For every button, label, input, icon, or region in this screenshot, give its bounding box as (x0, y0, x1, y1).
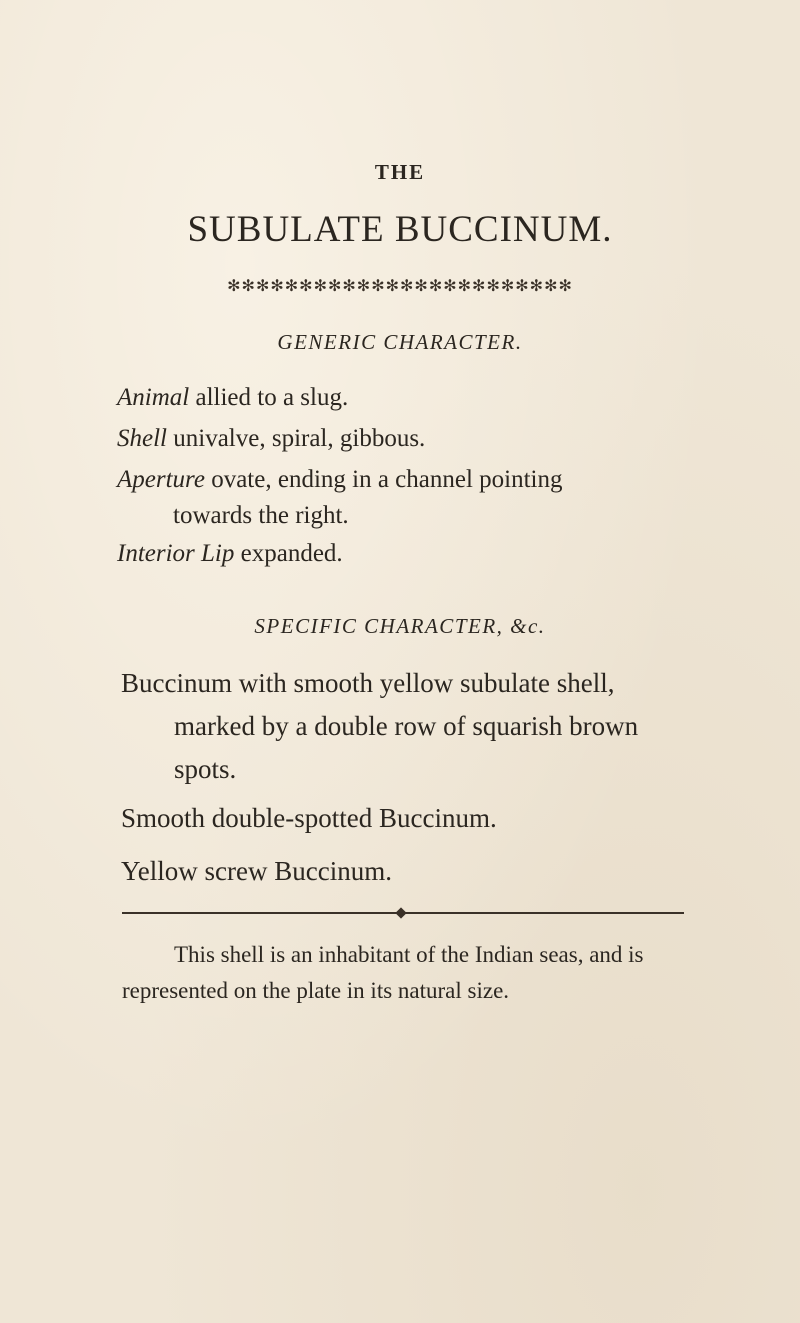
definition-term: Animal (117, 384, 190, 411)
page-title: SUBULATE BUCCINUM. (187, 209, 613, 250)
specific-description-line: spots. (174, 754, 237, 784)
section-rule (122, 912, 684, 914)
specific-description-line: Buccinum with smooth yellow subulate shell, (121, 668, 615, 698)
definition-shell (117, 425, 425, 453)
habitat-note-line: This shell is an inhabitant of the Indian seas, and is (174, 942, 644, 967)
common-name-line: Yellow screw Buccinum. (121, 856, 392, 886)
definition-aperture-continued: towards the right. (173, 502, 349, 529)
definition-term: Aperture (117, 466, 205, 493)
generic-character-heading: GENERIC CHARACTER. (277, 330, 523, 354)
definition-term: Shell (117, 425, 167, 452)
specific-description-line: marked by a double row of squarish brown (174, 711, 639, 741)
definition-aperture (117, 466, 563, 494)
common-name-line: Smooth double-spotted Buccinum. (121, 803, 497, 833)
title-kicker: THE (374, 160, 426, 184)
ornamental-divider: ✻✻✻✻✻✻✻✻✻✻✻✻✻✻✻✻✻✻✻✻✻✻✻✻ (227, 278, 573, 295)
definition-text: univalve, spiral, gibbous. (167, 425, 426, 452)
definition-text: ovate, ending in a channel pointing (204, 466, 563, 493)
definition-term: Interior Lip (117, 540, 235, 567)
definition-interior-lip (117, 540, 343, 568)
habitat-note-line: represented on the plate in its natural size. (122, 978, 510, 1003)
specific-character-heading: SPECIFIC CHARACTER, &c. (254, 614, 546, 638)
definition-text: allied to a slug. (189, 384, 349, 411)
definition-text: expanded. (234, 540, 343, 567)
definition-animal (117, 384, 348, 412)
